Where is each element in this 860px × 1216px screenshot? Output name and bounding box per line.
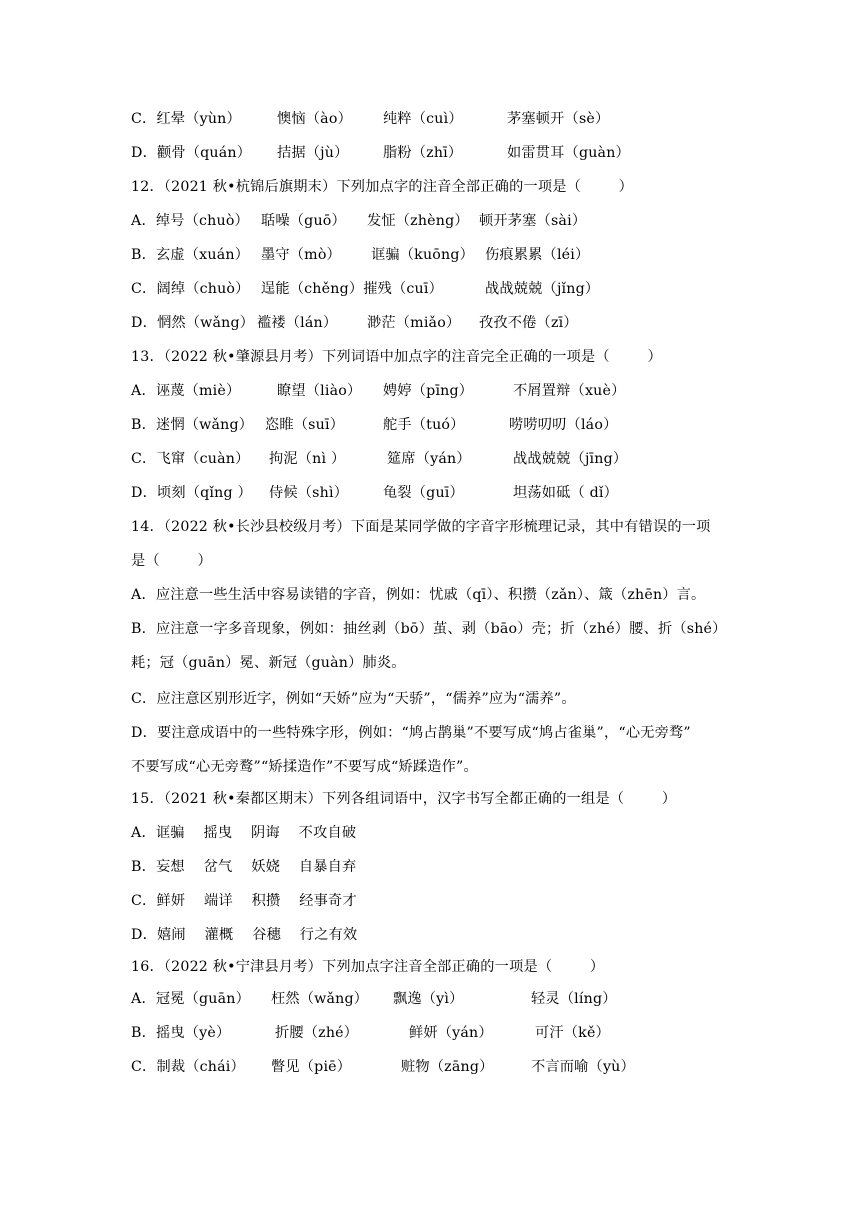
text-segment: 折腰（zhé） [275,1025,359,1041]
text-segment: A．绰号（chuò） [131,213,249,229]
text-segment: A．诓骗 摇曳 阴诲 不攻自破 [131,825,357,841]
text-segment: 筵席（yán） [387,451,471,467]
text-segment: 墨守（mò） [261,247,341,263]
text-segment: 瞥见（piē） [271,1059,352,1075]
text-segment: 龟裂（guī） [383,485,464,501]
text-segment: 耗；冠（guān）冕、新冠（guàn）肺炎。 [131,655,406,671]
text-segment: 战战兢兢（jīng） [513,451,628,467]
text-segment: 懊恼（ào） [277,111,352,127]
text-segment: 枉然（wǎng） [271,991,369,1007]
text-segment: 12．（2021 秋•杭锦后旗期末）下列加点字的注音全部正确的一项是（ ） [131,179,634,195]
text-segment: D．要注意成语中的一些特殊字形，例如：“鸠占鹊巢”不要写成“鸠占雀巢”，“心无旁骛” [131,725,691,741]
text-segment: 赃物（zāng） [401,1059,494,1075]
text-segment: 拘泥（nì ） [269,451,346,467]
text-segment: 飘逸（yì） [393,991,464,1007]
text-segment: 恣睢（suī） [265,417,345,433]
text-segment: 娉婷（pīng） [383,383,474,399]
text-segment: 伤痕累累（léi） [485,247,590,263]
text-segment: 顿开茅塞（sài） [479,213,587,229]
text-segment: 唠唠叨叨（láo） [509,417,618,433]
text-segment: 侍候（shì） [269,485,349,501]
text-segment: A．诬蔑（miè） [131,383,241,399]
text-segment: 可汗（kě） [535,1025,610,1041]
text-segment: 纯粹（cuì） [383,111,463,127]
text-segment: 拮据（jù） [277,145,349,161]
text-segment: 15．（2021 秋•秦都区期末）下列各组词语中，汉字书写全都正确的一组是（ ） [131,791,677,807]
text-segment: D．颧骨（quán） [131,145,252,161]
text-segment: 孜孜不倦（zī） [479,315,578,331]
text-segment: 瞭望（liào） [277,383,362,399]
text-segment: 诓骗（kuōng） [371,247,475,263]
text-segment: B．迷惘（wǎng） [131,417,254,433]
text-segment: 如雷贯耳（guàn） [507,145,630,161]
text-segment: 褴褛（lán） [257,315,338,331]
text-segment: D．嬉闹 灌概 谷穗 行之有效 [131,927,358,943]
text-segment: C．应注意区别形近字，例如“天娇”应为“天骄”，“儒养”应为“濡养”。 [131,691,576,707]
text-segment: 鲜妍（yán） [409,1025,493,1041]
text-segment: C．阔绰（chuò） [131,281,250,297]
text-segment: 坦荡如砥（ dǐ） [513,485,619,501]
text-segment: C．鲜妍 端详 积攒 经事奇才 [131,893,357,909]
text-segment: 不要写成“心无旁鹜”“矫揉造作”不要写成“矫蹂造作”。 [131,759,478,775]
text-segment: A．冠冕（guān） [131,991,250,1007]
text-segment: B．摇曳（yè） [131,1025,231,1041]
text-segment: 脂粉（zhī） [383,145,463,161]
text-segment: B．妄想 岔气 妖娆 自暴自弃 [131,859,357,875]
text-segment: 渺茫（miǎo） [367,315,461,331]
text-segment: A．应注意一些生活中容易读错的字音，例如：忧戚（qī）、积攒（zǎn）、箴（zhēn）言。 [131,587,706,603]
text-segment: 发怔（zhèng） [367,213,469,229]
text-segment: 轻灵（líng） [531,991,617,1007]
text-segment: D．惘然（wǎng） [131,315,255,331]
text-segment: B．应注意一字多音现象，例如：抽丝剥（bō）茧、剥（bāo）壳；折（zhé）腰、折（shé） [131,621,727,637]
text-segment: D．顷刻（qǐng ） [131,485,252,501]
text-segment: 不言而喻（yù） [531,1059,635,1075]
text-segment: 是（ ） [131,553,212,569]
text-segment: C．红晕（yùn） [131,111,241,127]
text-segment: 16．（2022 秋•宁津县月考）下列加点字注音全部正确的一项是（ ） [131,959,605,975]
text-segment: 战战兢兢（jǐng） [485,281,600,297]
text-segment: 14．（2022 秋•长沙县校级月考）下面是某同学做的字音字形梳理记录，其中有错误的一项 [131,519,711,535]
text-segment: C．飞窜（cuàn） [131,451,250,467]
text-segment: 逞能（chěng）摧残（cuī） [261,281,444,297]
text-segment: 聒噪（guō） [261,213,346,229]
text-segment: 舵手（tuó） [383,417,465,433]
text-segment: 不屑置辩（xuè） [513,383,626,399]
text-segment: 茅塞顿开（sè） [507,111,610,127]
text-segment: B．玄虚（xuán） [131,247,250,263]
text-segment: 13．（2022 秋•肇源县月考）下列词语中加点字的注音完全正确的一项是（ ） [131,349,662,365]
text-segment: C．制裁（chái） [131,1059,245,1075]
